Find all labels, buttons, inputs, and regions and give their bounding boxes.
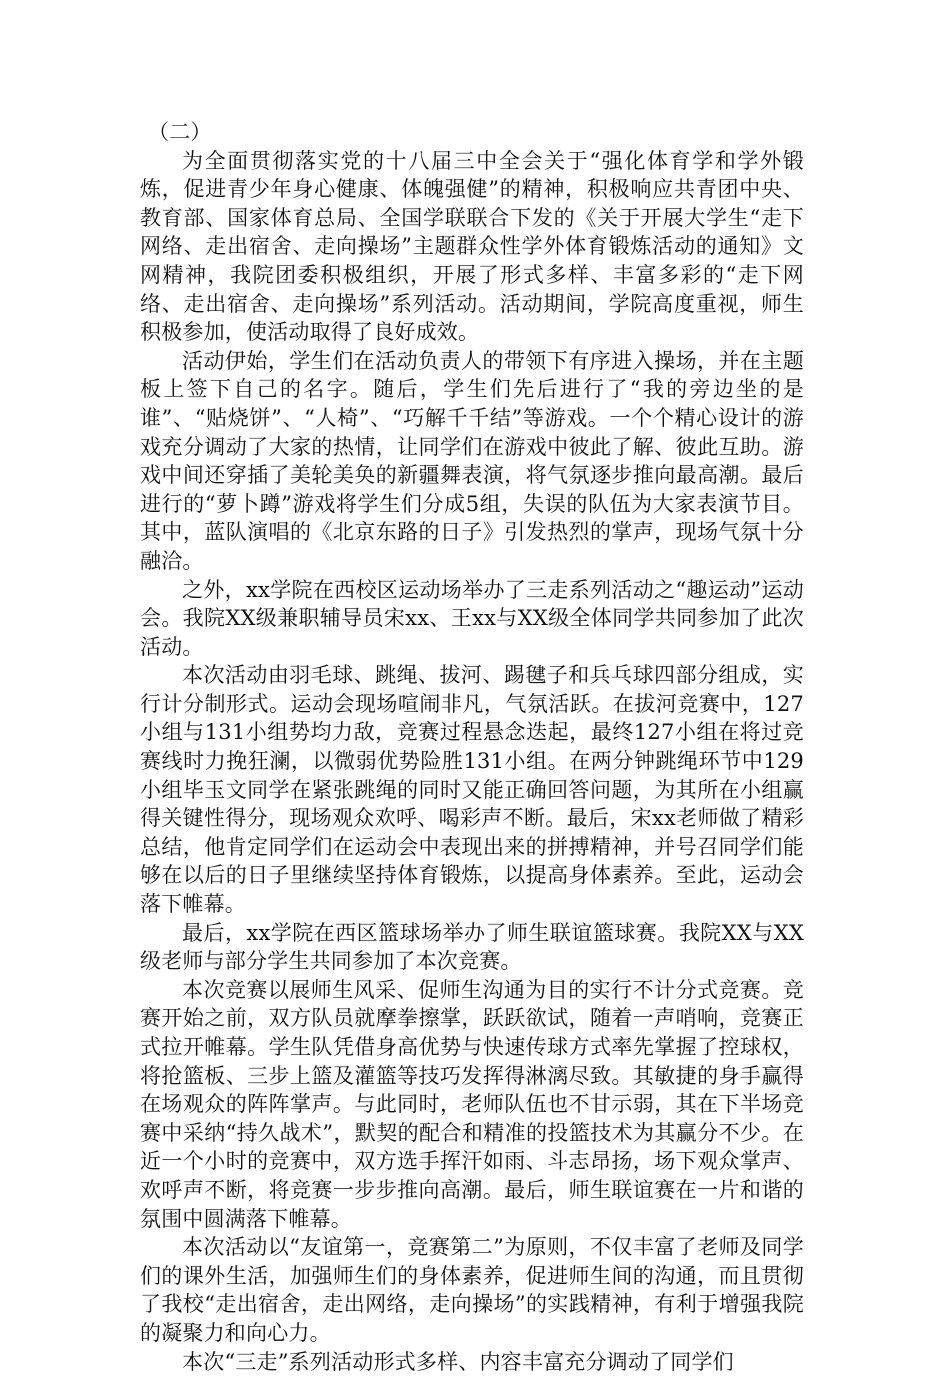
document-page bbox=[140, 118, 804, 1376]
paragraph-sports-meet: 之外，xx学院在西校区运动场举办了三走系列活动之“趣运动”运动会。我院XX级兼职辅导员宋xx、王xx与XX级全体同学共同参加了此次活动。 bbox=[140, 577, 804, 659]
paragraph-basketball-match: 本次竞赛以展师生风采、促师生沟通为目的实行不计分式竞赛。竞赛开始之前，双方队员就摩拳擦掌，跃跃欲试，随着一声哨响，竞赛正式拉开帷幕。学生队凭借身高优势与快速传球方式率先掌握了控球权，将抢篮板、三步上篮及灌篮等技巧发挥得淋漓尽致。其敏捷的身手赢得在场观众的阵阵掌声。与此同时，老师队伍也不甘示弱，其在下半场竞赛中采纳“持久战术”，默契的配合和精准的投篮技术为其赢分不少。在近一个小时的竞赛中，双方选手挥汗如雨、斗志昂扬，场下观众掌声、欢呼声不断，将竞赛一步步推向高潮。最后，师生联谊赛在一片和谐的氛围中圆满落下帷幕。 bbox=[140, 977, 804, 1231]
paragraph-summary: 本次“三走”系列活动形式多样、内容丰富充分调动了同学们 bbox=[182, 1349, 734, 1374]
paragraph-principle: 本次活动以“友谊第一，竞赛第二”为原则，不仅丰富了老师及同学们的课外生活，加强师生们的身体素养，促进师生间的沟通，而且贯彻了我校“走出宿舍，走出网络，走向操场”的实践精神，有利于增强我院的凝聚力和向心力。 bbox=[140, 1235, 804, 1345]
paragraph-games: 活动伊始，学生们在活动负责人的带领下有序进入操场，并在主题板上签下自己的名字。随后，学生们先后进行了“我的旁边坐的是谁”、“贴烧饼”、“人椅”、“巧解千千结”等游戏。一个个精心设计的游戏充分调动了大家的热情，让同学们在游戏中彼此了解、彼此互助。游戏中间还穿插了美轮美奂的新疆舞表演，将气氛逐步推向最高潮。最后进行的“萝卜蹲”游戏将学生们分成5组，失误的队伍为大家表演节目。其中，蓝队演唱的《北京东路的日子》引发热烈的掌声，现场气氛十分融洽。 bbox=[140, 348, 804, 573]
paragraph-intro: 为全面贯彻落实党的十八届三中全会关于“强化体育学和学外锻炼，促进青少年身心健康、体魄强健”的精神，积极响应共青团中央、教育部、国家体育总局、全国学联联合下发的《关于开展大学生“走下网络、走出宿舍、走向操场”主题群众性学外体育锻炼活动的通知》文网精神，我院团委积极组织，开展了形式多样、丰富多彩的“走下网络、走出宿舍、走向操场”系列活动。活动期间，学院高度重视，师生积极参加，使活动取得了良好成效。 bbox=[140, 148, 804, 345]
section-heading: （二） bbox=[148, 120, 212, 144]
paragraph-sports-events: 本次活动由羽毛球、跳绳、拔河、踢毽子和兵乓球四部分组成，实行计分制形式。运动会现场喧闹非凡，气氛活跃。在拔河竞赛中，127小组与131小组势均力敌，竞赛过程悬念迭起，最终127小组在将过竞赛线时力挽狂澜，以微弱优势险胜131小组。在两分钟跳绳环节中129小组毕玉文同学在紧张跳绳的同时又能正确回答问题，为其所在小组赢得关键性得分，现场观众欢呼、喝彩声不断。最后，宋xx老师做了精彩总结，他肯定同学们在运动会中表现出来的拼搏精神，并号召同学们能够在以后的日子里继续坚持体育锻炼，以提高身体素养。至此，运动会落下帷幕。 bbox=[140, 663, 804, 917]
paragraph-basketball: 最后，xx学院在西区篮球场举办了师生联谊篮球赛。我院XX与XX级老师与部分学生共同参加了本次竞赛。 bbox=[140, 920, 804, 974]
